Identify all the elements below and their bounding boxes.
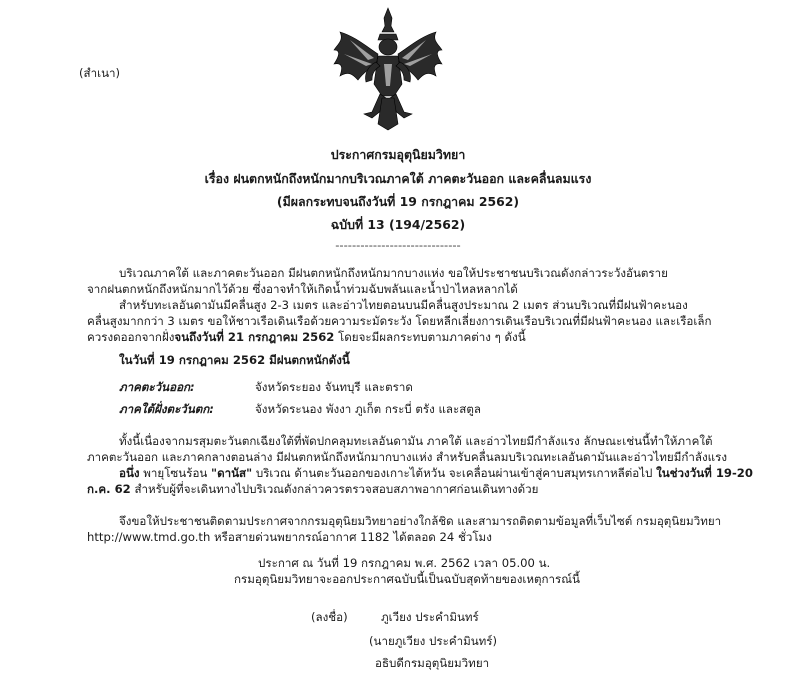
para3-storm-location: บริเวณ ด้านตะวันออกของเกาะไต้หวัน จะเคลื่อนผ่านเข้าสู่คาบสมุทรเกาหลีต่อไป <box>252 466 657 480</box>
para3-month: ก.ค. 62 <box>87 482 131 496</box>
announcement-title: ประกาศกรมอุตุนิยมวิทยา <box>330 147 466 162</box>
para3-line3 <box>119 466 753 481</box>
para3-storm-name: "ดานัส" <box>211 466 253 480</box>
title-divider: ------------------------------ <box>335 238 461 252</box>
para3-line1: ทั้งนี้เนื่องจากมรสุมตะวันตกเฉียงใต้ที่พัดปกคลุมทะเลอันดามัน ภาคใต้ และอ่าวไทยมีกำลังแรง ลักษณะเช่นนี้ทำให้ภาคใต้ <box>119 434 713 448</box>
para3-also: อนึ่ง <box>119 466 140 480</box>
para3-period: ในช่วงวันที่ 19-20 <box>656 466 753 480</box>
para2-until-date: จนถึงวันที่ 21 กรกฎาคม 2562 <box>174 330 335 344</box>
region-label-east: ภาคตะวันออก: <box>119 380 195 394</box>
copy-mark: (สำเนา) <box>79 66 121 80</box>
para3-travel-advice: สำหรับผู้ที่จะเดินทางไปบริเวณดังกล่าวควรตรวจสอบสภาพอากาศก่อนเดินทางด้วย <box>130 482 539 496</box>
para4-line2: http://www.tmd.go.th หรือสายด่วนพยากรณ์อากาศ 1182 ได้ตลอด 24 ชั่วโมง <box>87 530 492 544</box>
para2-line1: สำหรับทะเลอันดามันมีคลื่นสูง 2-3 เมตร และอ่าวไทยตอนบนมีคลื่นสูงประมาณ 2 เมตร ส่วนบริเวณที่มีฝนฟ้าคะนอง <box>119 298 688 312</box>
para1-line2: จากฝนตกหนักถึงหนักมากไว้ด้วย ซึ่งอาจทำให้เกิดน้ำท่วมฉับพลันและน้ำป่าไหลหลากได้ <box>87 282 518 296</box>
para2-line2: คลื่นสูงมากกว่า 3 เมตร ขอให้ชาวเรือเดินเรือด้วยความระมัดระวัง โดยหลีกเลี่ยงการเดินเรือบริเวณที่มีฝนฟ้าคะนอง และเรือเล็ก <box>87 314 712 328</box>
signer-title: อธิบดีกรมอุตุนิยมวิทยา <box>375 656 490 670</box>
announced-date: ประกาศ ณ วันที่ 19 กรกฎาคม พ.ศ. 2562 เวลา 05.00 น. <box>258 556 551 570</box>
para2-line3-start: ควรงดออกจากฝั่ง <box>87 330 175 344</box>
region-label-south-west: ภาคใต้ฝั่งตะวันตก: <box>119 402 214 416</box>
signer-full-name: (นายภูเวียง ประคำมินทร์) <box>369 634 498 648</box>
para4-line1: จึงขอให้ประชาชนติดตามประกาศจากกรมอุตุนิยมวิทยาอย่างใกล้ชิด และสามารถติดตามข้อมูลที่เว็บไซต์ กรมอุตุนิยมวิทยา <box>119 514 722 528</box>
para3-line4 <box>87 482 538 497</box>
announcement-subject: เรื่อง ฝนตกหนักถึงหนักมากบริเวณภาคใต้ ภาคตะวันออก และคลื่นลมแรง <box>204 171 592 186</box>
para1-line1: บริเวณภาคใต้ และภาคตะวันออก มีฝนตกหนักถึงหนักมากบางแห่ง ขอให้ประชาชนบริเวณดังกล่าวระวังอันตราย <box>119 266 668 280</box>
para2-line3 <box>87 330 526 345</box>
region-provinces-south-west: จังหวัดระนอง พังงา ภูเก็ต กระบี่ ตรัง และสตูล <box>255 402 481 416</box>
para3-line2: ภาคตะวันออก และภาคกลางตอนล่าง มีฝนตกหนักถึงหนักมากบางแห่ง สำหรับคลื่นลมบริเวณทะเลอันดามันและอ่าวไทยมีกำลังแรง <box>87 450 727 464</box>
para3-storm-type: พายุโซนร้อน <box>139 466 212 480</box>
garuda-emblem <box>328 6 448 132</box>
para2-line3-end: โดยจะมีผลกระทบตามภาคต่าง ๆ ดังนี้ <box>334 330 526 344</box>
final-notice: กรมอุตุนิยมวิทยาจะออกประกาศฉบับนี้เป็นฉบับสุดท้ายของเหตุการณ์นี้ <box>234 572 580 586</box>
issue-number: ฉบับที่ 13 (194/2562) <box>330 217 466 232</box>
day-heading: ในวันที่ 19 กรกฎาคม 2562 มีฝนตกหนักดังนี้ <box>119 353 350 367</box>
signer-signature: ภูเวียง ประคำมินทร์ <box>381 610 479 624</box>
effect-period: (มีผลกระทบจนถึงวันที่ 19 กรกฎาคม 2562) <box>276 194 520 209</box>
signed-label: (ลงชื่อ) <box>311 610 348 624</box>
region-provinces-east: จังหวัดระยอง จันทบุรี และตราด <box>255 380 413 394</box>
